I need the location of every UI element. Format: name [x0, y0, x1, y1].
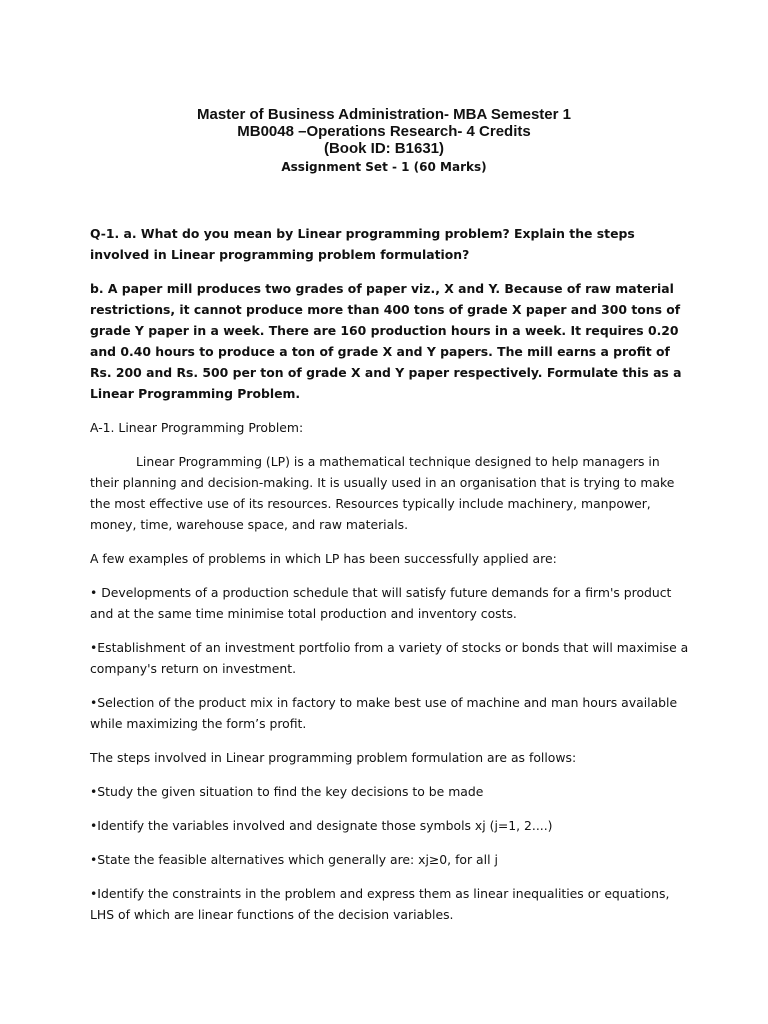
question-1a: Q-1. a. What do you mean by Linear programming problem? Explain the steps involved in Linear programming problem formulation?: [90, 226, 635, 262]
step-item: •Identify the variables involved and designate those symbols xj (j=1, 2....): [90, 818, 553, 833]
step-item: •State the feasible alternatives which generally are: xj≥0, for all j: [90, 852, 498, 867]
program-title: Master of Business Administration- MBA Semester 1: [197, 106, 571, 123]
answer-heading: A-1. Linear Programming Problem:: [90, 420, 304, 435]
example-item: •Establishment of an investment portfolio from a variety of stocks or bonds that will maximise a company's return on investment.: [90, 640, 689, 676]
document-header: [0, 106, 768, 175]
question-1b: b. A paper mill produces two grades of paper viz., X and Y. Because of raw material restrictions, it cannot produce more than 400 tons of grade X paper and 300 tons of grade Y paper in a week. There are 160 production hours in a week. It requires 0.20 and 0.40 hours to produce a ton of grade X and Y papers. The mill earns a profit of Rs. 200 and Rs. 500 per ton of grade X and Y paper respectively. Formulate this as a Linear Programming Problem.: [90, 281, 682, 401]
step-item: •Study the given situation to find the key decisions to be made: [90, 784, 484, 799]
example-item: •Selection of the product mix in factory to make best use of machine and man hours available while maximizing the form’s profit.: [90, 695, 678, 731]
steps-intro: The steps involved in Linear programming problem formulation are as follows:: [90, 750, 577, 765]
book-id: (Book ID: B1631): [323, 140, 445, 157]
assignment-set: Assignment Set - 1 (60 Marks): [281, 160, 487, 174]
example-item: • Developments of a production schedule that will satisfy future demands for a firm's product and at the same time minimise total production and inventory costs.: [90, 585, 672, 621]
course-title: MB0048 –Operations Research- 4 Credits: [237, 123, 531, 140]
document-body: [90, 223, 690, 938]
step-item: •Identify the constraints in the problem and express them as linear inequalities or equations, LHS of which are linear functions of the decision variables.: [90, 886, 670, 922]
answer-intro: Linear Programming (LP) is a mathematical technique designed to help managers in their planning and decision-making. It is usually used in an organisation that is trying to make the most effective use of its resources. Resources typically include machinery, manpower, money, time, warehouse space, and raw materials.: [90, 454, 675, 532]
examples-intro: A few examples of problems in which LP has been successfully applied are:: [90, 551, 557, 566]
